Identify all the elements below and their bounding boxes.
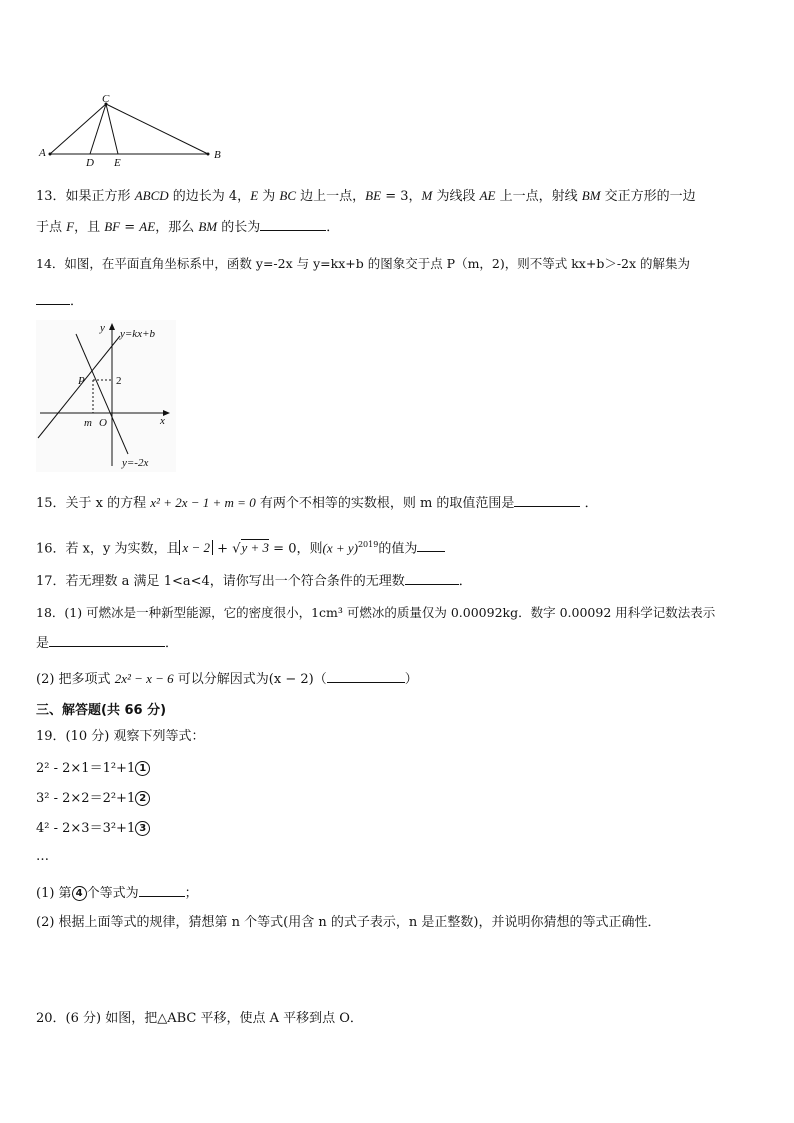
q19-intro: 19．(10 分) 观察下列等式： (36, 729, 205, 744)
label-c: C (102, 93, 110, 105)
q19-eq-3: 4² - 2×3＝3²+1 3 (36, 820, 150, 838)
q19-part1: (1) 第 4 个等式为 ； (36, 886, 198, 901)
q13-answer-blank[interactable] (260, 218, 326, 231)
label-e: E (114, 157, 121, 168)
q14-line2: ． (36, 292, 83, 311)
label-b: B (214, 149, 221, 161)
q18-line2: 是 ． (36, 636, 179, 651)
q19-part2: (2) 根据上面等式的规律，猜想第 n 个等式(用含 n 的式子表示，n 是正整数)，并说明你猜想的等式正确性． (36, 915, 661, 930)
q14-answer-blank[interactable] (36, 292, 70, 305)
graph-tick-2: 2 (116, 375, 122, 387)
graph-y-axis-label: y (100, 322, 105, 334)
section-heading: 三、解答题(共 66 分) (36, 703, 167, 718)
q20-line: 20．(6 分) 如图，把△ABC 平移，使点 A 平移到点 O． (36, 1011, 363, 1026)
q15-line: 15．关于 x 的方程 x² + 2x − 1 + m = 0 有两个不相等的实数根，则 m 的取值范围是 ． (36, 495, 598, 511)
q18-line1: 18．(1) 可燃冰是一种新型能源，它的密度很小，1cm³ 可燃冰的质量仅为 0.00092kg．数字 0.00092 用科学记数法表示 (36, 605, 716, 620)
graph-line1-label: y=kx+b (120, 328, 155, 340)
q17-line: 17．若无理数 a 满足 1<a<4，请你写出一个符合条件的无理数 ． (36, 574, 472, 589)
label-d: D (86, 157, 94, 168)
circled-number-1: 1 (135, 761, 150, 776)
graph-tick-m: m (84, 417, 92, 429)
q18-1-answer-blank[interactable] (49, 634, 165, 647)
circled-number-4: 4 (72, 886, 87, 901)
label-a: A (39, 147, 46, 159)
q18-line3: (2) 把多项式 2x² − x − 6 可以分解因式为(x − 2)（ ） (36, 671, 418, 687)
circled-number-2: 2 (135, 791, 150, 806)
q15-answer-blank[interactable] (514, 494, 580, 507)
graph-origin: O (99, 417, 107, 429)
q19-1-answer-blank[interactable] (139, 884, 185, 897)
q19-dots: … (36, 849, 49, 864)
graph-line2-label: y=-2x (122, 457, 149, 469)
q13-line1: 13．如果正方形 ABCD 的边长为 4，E 为 BC 边上一点，BE = 3，M 为线段 AE 上一点，射线 BM 交正方形的一边 (36, 188, 696, 204)
q14-line1: 14．如图，在平面直角坐标系中，函数 y=-2x 与 y=kx+b 的图象交于点 P（m，2)，则不等式 kx+b＞-2x 的解集为 (36, 256, 691, 271)
q16-answer-blank[interactable] (417, 539, 445, 552)
graph-x-axis-label: x (160, 415, 165, 427)
q13-line2: 于点 F，且 BF = AE，那么 BM 的长为 ． (36, 219, 340, 235)
q14-graph (36, 320, 176, 472)
q19-eq-1: 2² - 2×1＝1²+1 1 (36, 760, 150, 778)
graph-point-p: P (78, 375, 85, 387)
triangle-figure (36, 92, 236, 168)
q17-answer-blank[interactable] (405, 572, 459, 585)
q16-line: 16．若 x，y 为实数，且 x − 2 + √y + 3 = 0，则$(x + y)^{2019}$的值为 (36, 536, 445, 558)
q19-eq-2: 3² - 2×2＝2²+1 2 (36, 790, 150, 808)
circled-number-3: 3 (135, 821, 150, 836)
q18-2-answer-blank[interactable] (327, 670, 405, 683)
